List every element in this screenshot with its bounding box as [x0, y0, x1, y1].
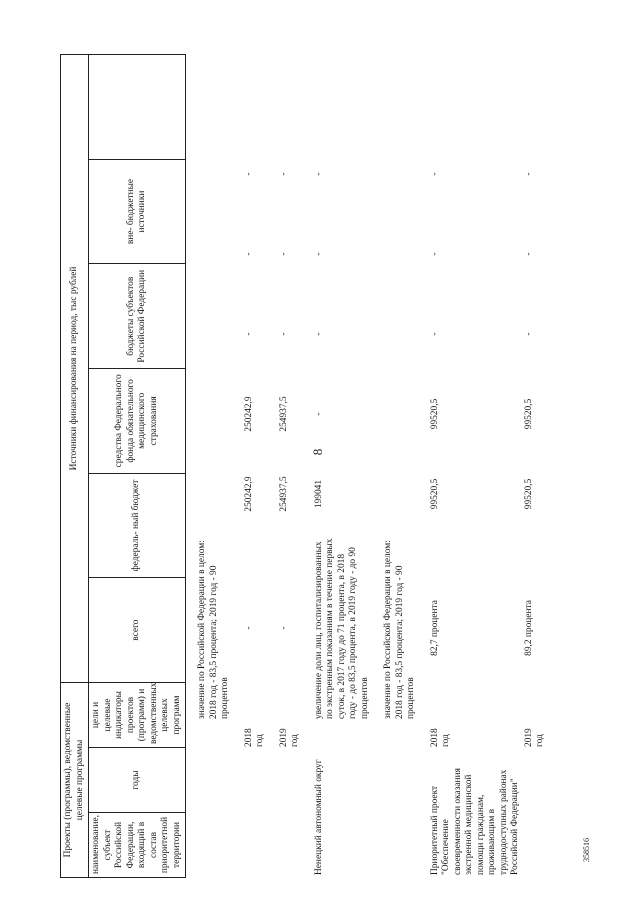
- header-col-regional: бюджеты субъектов Российской Федерации: [89, 264, 186, 369]
- row-regional: -: [523, 252, 534, 256]
- row-federal: -: [313, 412, 324, 416]
- row-total: 254937,5: [278, 476, 289, 512]
- row-extra: -: [523, 172, 534, 176]
- table-body: [186, 54, 548, 878]
- header-group-projects: Проекты (программы), ведомственные целевые программы: [61, 683, 89, 878]
- row-year: 2018 год: [243, 728, 265, 747]
- header-col-extra: вне- бюджетные источники: [89, 159, 186, 264]
- row-subject: [382, 750, 419, 878]
- header-col-total: всего: [89, 578, 186, 683]
- row-regional: [382, 214, 419, 294]
- row-goal: 89,2 процента: [523, 600, 534, 656]
- row-total: 250242,9: [243, 476, 254, 512]
- row-fund: -: [313, 332, 324, 336]
- row-goal: значение по Российской Федерации в целом: 2018 год - 83,5 процента; 2019 год - 90 процентов: [383, 540, 416, 719]
- header-col-goals: цели и целевые индикаторы проектов (программ) и ведомственных целевых программ: [89, 683, 186, 748]
- table-row: [382, 54, 419, 878]
- row-total: 199041: [313, 479, 324, 509]
- row-fund: [382, 294, 419, 374]
- row-regional: -: [429, 252, 440, 256]
- row-subject: [243, 750, 268, 878]
- row-year: 2019 год: [523, 728, 545, 747]
- row-fund: -: [523, 332, 534, 336]
- table-row: [243, 54, 268, 878]
- row-extra: [196, 134, 233, 214]
- row-fund: -: [243, 332, 254, 336]
- header-col-subject: наименование, субъект Российской Федерации, входящий в состав приоритетной территории: [89, 813, 186, 878]
- row-regional: -: [243, 252, 254, 256]
- row-subject: [523, 750, 548, 878]
- row-regional: -: [313, 252, 324, 256]
- row-year: [196, 722, 233, 750]
- header-group-funding: Источники финансирования на период, тыс рублей: [61, 55, 89, 683]
- row-goal: значение по Российской Федерации в целом: 2018 год - 83,5 процента; 2019 год - 90 процентов: [197, 540, 230, 719]
- row-goal: -: [278, 626, 289, 630]
- row-federal: 254937,5: [278, 396, 289, 432]
- row-regional: -: [278, 252, 289, 256]
- table-header: [60, 54, 186, 878]
- row-fund: -: [429, 332, 440, 336]
- row-federal: 99520,5: [429, 398, 440, 430]
- row-total: 99520,5: [429, 478, 440, 510]
- row-extra: [382, 134, 419, 214]
- row-extra: -: [243, 172, 254, 176]
- row-subject: Ненецкий автономный округ: [313, 759, 324, 875]
- header-col-federal: федераль- ный бюджет: [89, 473, 186, 578]
- header-col-fund: средства Федерального фонда обязательного медицинского страхования: [89, 369, 186, 474]
- row-year: 2018 год: [429, 728, 451, 747]
- table-row: [313, 54, 373, 878]
- row-regional: [196, 214, 233, 294]
- row-extra: -: [278, 172, 289, 176]
- row-total: 99520,5: [523, 478, 534, 510]
- row-subject: [278, 750, 303, 878]
- row-fund: [196, 294, 233, 374]
- page-number: 8: [310, 448, 325, 456]
- row-year: 2019 год: [278, 728, 300, 747]
- row-total: [196, 454, 233, 534]
- row-year: [313, 722, 373, 750]
- document-code: 358516: [582, 838, 591, 862]
- row-goal: увеличение доли лиц, госпитализированных по экстренным показаниям в течение первых суток, в 2017 году до 71 процента, в 2018 году - до 83,5 процента, в 2019 году - до 90 процентов: [313, 538, 370, 719]
- table-row: [429, 54, 523, 878]
- row-federal: 250242,9: [243, 396, 254, 432]
- row-total: [382, 454, 419, 534]
- table-row: [523, 54, 548, 878]
- header-col-years: годы: [89, 748, 186, 813]
- row-subject: [196, 750, 233, 878]
- row-federal: [382, 374, 419, 454]
- row-federal: 99520,5: [523, 398, 534, 430]
- header-col-empty: [89, 55, 186, 160]
- row-goal: -: [243, 626, 254, 630]
- row-subject: Приоритетный проект "Обеспечение своевременности оказания экстренной медицинской помощи гражданам, проживающим в труднодоступных районах Российской Федерации": [429, 768, 520, 875]
- row-extra: -: [429, 172, 440, 176]
- row-year: [382, 722, 419, 750]
- row-fund: -: [278, 332, 289, 336]
- row-goal: 82,7 процента: [429, 600, 440, 656]
- table-row: [278, 54, 303, 878]
- table-row: [196, 54, 233, 878]
- row-federal: [196, 374, 233, 454]
- row-extra: -: [313, 172, 324, 176]
- rotated-page-content: [60, 54, 605, 878]
